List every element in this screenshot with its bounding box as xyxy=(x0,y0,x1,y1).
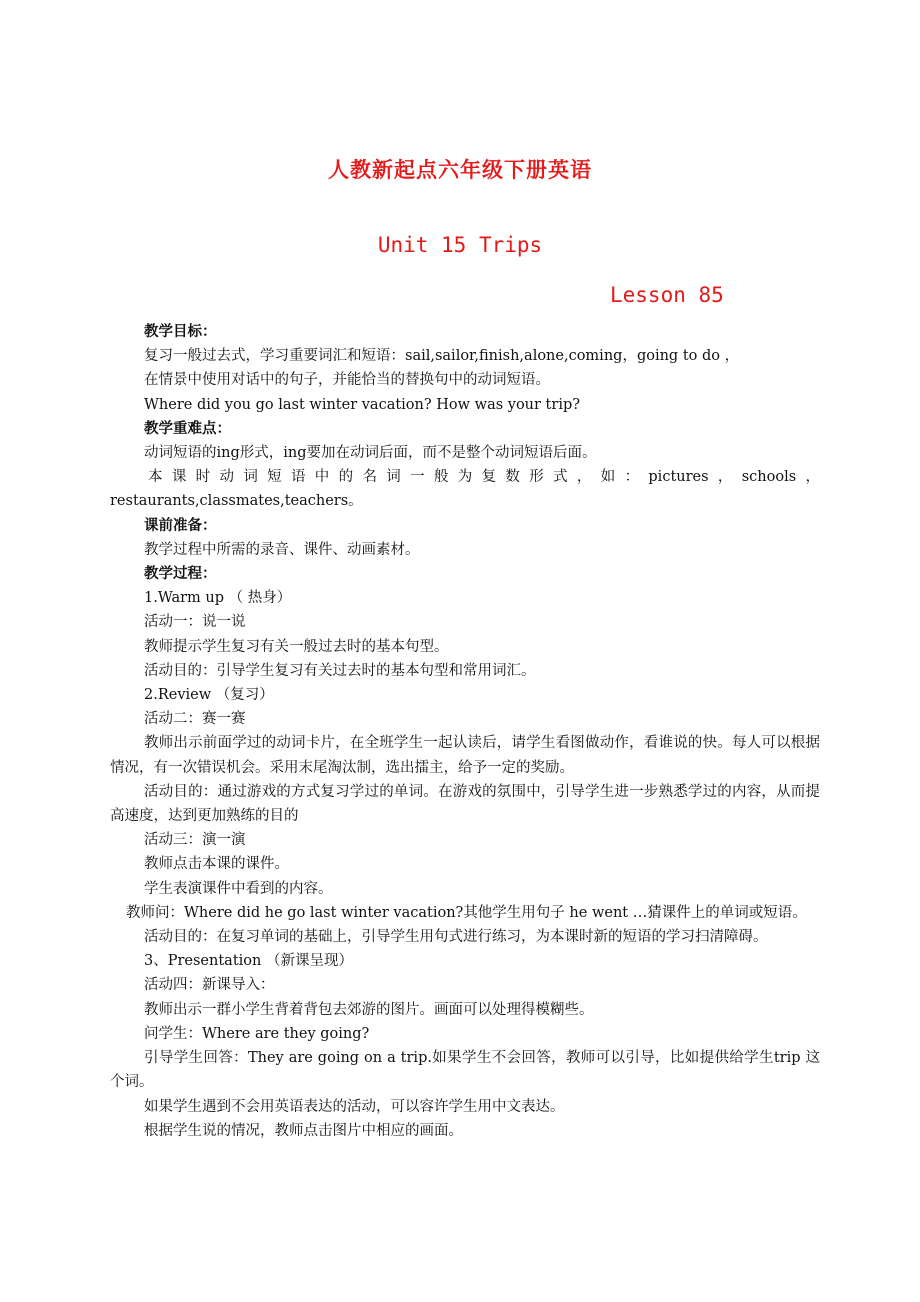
activity-desc: 教师点击本课的课件。 xyxy=(144,856,289,873)
goals-line: Where did you go last winter vacation? How was your trip? xyxy=(144,396,581,413)
activity-desc: 教师出示前面学过的动词卡片，在全班学生一起认读后，请学生看图做动作，看谁说的快。每人可以根据情况，有一次错误机会。采用末尾淘汰制，选出擂主，给予一定的奖励。 xyxy=(110,735,820,776)
document-title: 人教新起点六年级下册英语 xyxy=(328,157,592,182)
activity-desc: 引导学生回答：They are going on a trip.如果学生不会回答，教师可以引导，比如提供给学生trip 这个词。 xyxy=(110,1050,820,1091)
activity-desc: 教师出示一群小学生背着背包去郊游的图片。画面可以处理得模糊些。 xyxy=(144,1001,594,1018)
difficulty-line: restaurants,classmates,teachers。 xyxy=(110,493,363,510)
activity-desc: 学生表演课件中看到的内容。 xyxy=(144,880,333,897)
goals-line: 复习一般过去式，学习重要词汇和短语：sail,sailor,finish,alone,coming，going to do ， xyxy=(144,348,740,365)
difficulty-heading: 教学重难点： xyxy=(144,419,231,437)
unit-title: Unit 15 Trips xyxy=(377,233,543,257)
activity-goal: 活动目的：在复习单词的基础上，引导学生用句式进行练习，为本课时新的短语的学习扫清障碍。 xyxy=(144,929,768,946)
difficulty-line: 动词短语的ing形式，ing要加在动词后面，而不是整个动词短语后面。 xyxy=(144,445,597,462)
activity-desc: 教师问：Where did he go last winter vacation?其他学生用句子 he went …猜课件上的单词或短语。 xyxy=(126,904,807,921)
activity-desc: 问学生：Where are they going? xyxy=(144,1025,370,1042)
process-heading: 教学过程： xyxy=(144,565,217,583)
document-body xyxy=(110,320,820,1143)
goals-line: 在情景中使用对话中的句子，并能恰当的替换句中的动词短语。 xyxy=(144,372,550,389)
step-heading: 2.Review （复习） xyxy=(144,687,274,704)
goals-heading: 教学目标： xyxy=(144,323,217,340)
difficulty-line: 本课时动词短语中的名词一般为复数形式，如：pictures，schools， xyxy=(148,469,820,486)
prep-heading: 课前准备： xyxy=(144,516,217,534)
activity-title: 活动二：赛一赛 xyxy=(144,711,246,728)
activity-title: 活动一：说一说 xyxy=(144,614,246,631)
step-heading: 3、Presentation （新课呈现） xyxy=(144,953,353,970)
activity-goal: 活动目的：引导学生复习有关过去时的基本句型和常用词汇。 xyxy=(144,662,536,679)
lesson-title: Lesson 85 xyxy=(610,283,724,307)
activity-title: 活动三：演一演 xyxy=(144,832,246,849)
activity-desc: 根据学生说的情况，教师点击图片中相应的画面。 xyxy=(144,1122,463,1139)
step-heading: 1.Warm up （ 热身） xyxy=(144,590,292,607)
activity-desc: 教师提示学生复习有关一般过去时的基本句型。 xyxy=(144,638,449,655)
prep-line: 教学过程中所需的录音、课件、动画素材。 xyxy=(144,541,420,558)
activity-title: 活动四：新课导入： xyxy=(144,977,275,994)
activity-goal: 活动目的：通过游戏的方式复习学过的单词。在游戏的氛围中，引导学生进一步熟悉学过的内容，从而提高速度，达到更加熟练的目的 xyxy=(110,783,820,825)
activity-desc: 如果学生遇到不会用英语表达的活动，可以容许学生用中文表达。 xyxy=(144,1098,565,1115)
